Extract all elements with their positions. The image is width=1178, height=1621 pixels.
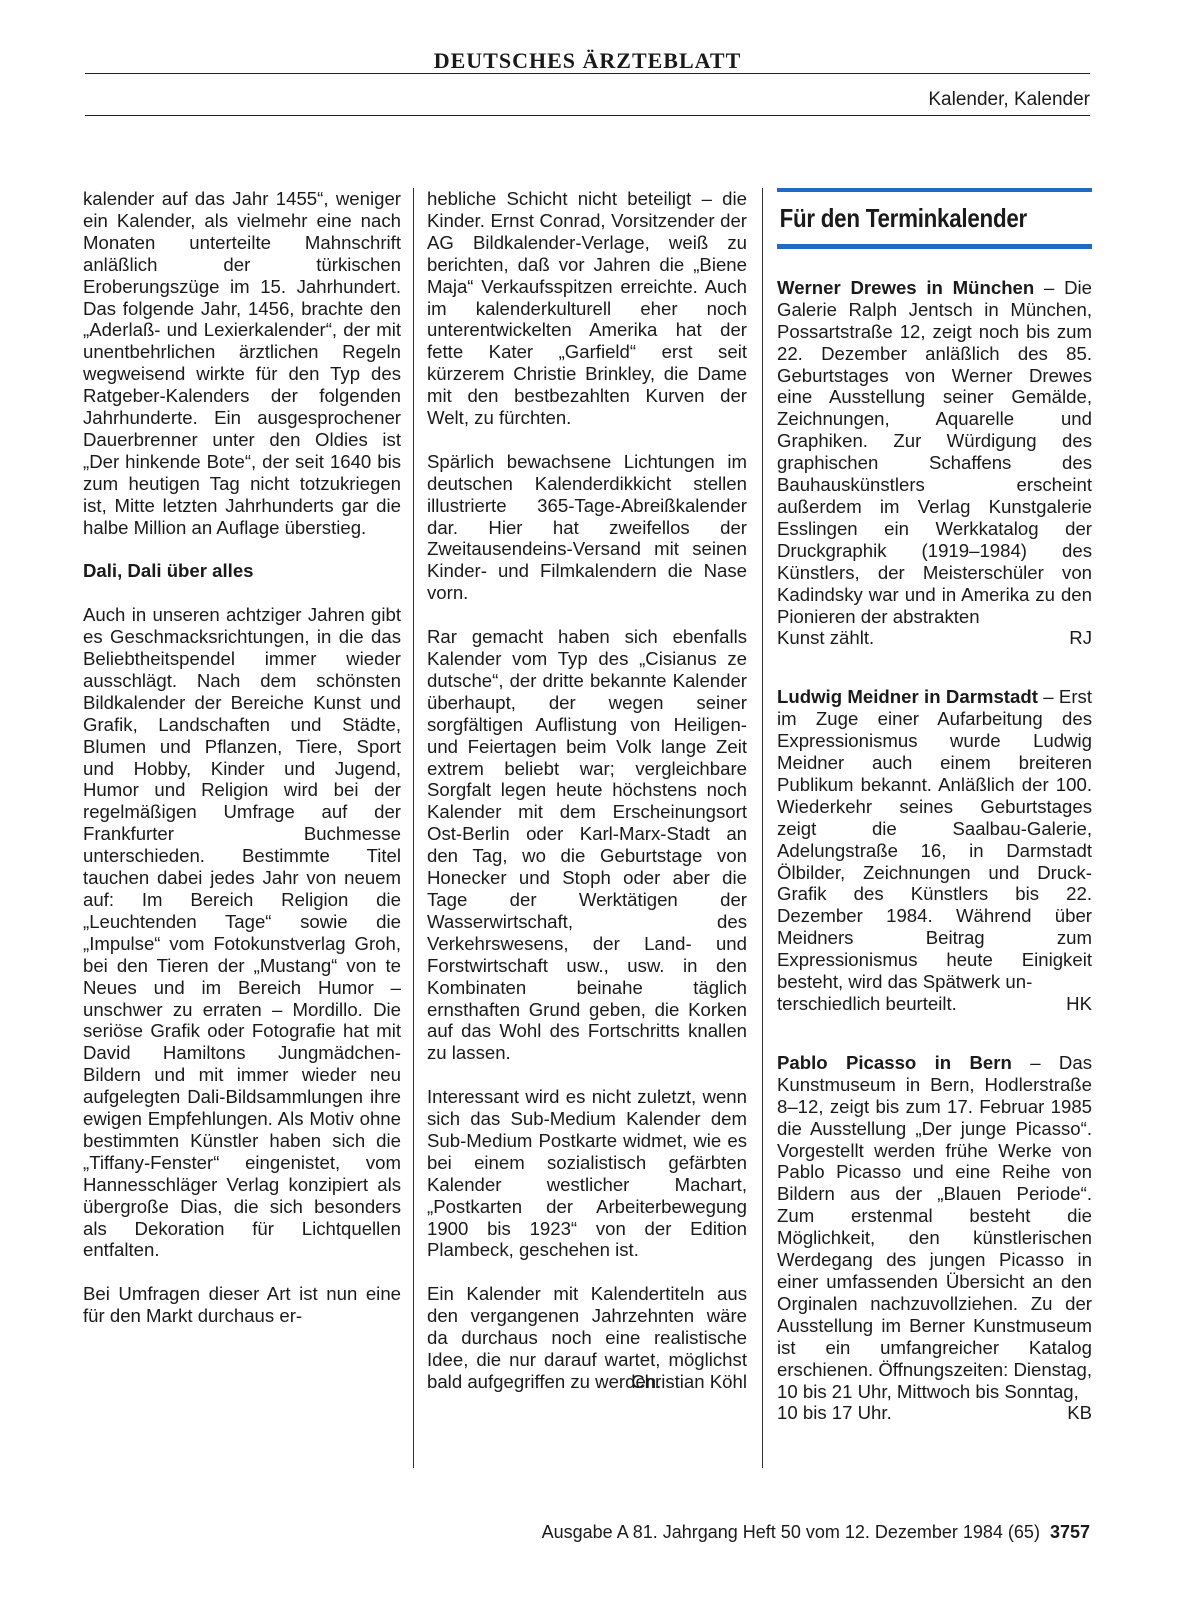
section-title: Kalender, Kalender xyxy=(928,89,1090,110)
masthead-rule xyxy=(85,73,1090,74)
event-initials: KB xyxy=(1067,1402,1092,1424)
masthead: DEUTSCHES ÄRZTEBLATT xyxy=(433,48,742,73)
paragraph: Interessant wird es nicht zuletzt, wenn sich das Sub-Medium Kalender dem Sub-Medium Postkarte widmet, wie es bei einem sozialistisch gefärbten Kalender westlicher Machart, „Postkarten der Arbeiterbewegung 1900 bis 1923“ von der Edition Plambeck, geschehen ist. xyxy=(427,1086,747,1261)
page-number: 3757 xyxy=(1049,1522,1090,1542)
paragraph: Ein Kalender mit Kalendertiteln aus den vergangenen Jahrzehnten wäre da durchaus noch eine realistische Idee, die nur darauf wartet, möglichst bald aufgegriffen zu werden. xyxy=(427,1283,747,1392)
event-item xyxy=(777,277,1092,649)
header-rule xyxy=(85,115,1090,116)
paragraph: Auch in unseren achtziger Jahren gibt es Geschmacksrichtungen, in die das Beliebtheitspendel immer wieder ausschlägt. Nach dem schönsten Bildkalender der Bereiche Kunst und Grafik, Landschaften und Städte, Blumen und Pflanzen, Tiere, Sport und Hobby, Kinder und Jugend, Humor und Religion wird bei der regelmäßigen Umfrage auf der Frankfurter Buchmesse unterschieden. Bestimmte Titel tauchen dabei jedes Jahr von neuem auf: Im Bereich Religion die „Leuchtenden Tage“ sowie die „Impulse“ vom Fotokunstverlag Groh, bei den Tieren der „Mustang“ von te Neues und im Bereich Humor – unschwer zu erraten – Mordillo. Die seriöse Grafik oder Fotografie hat mit David Hamiltons Jungmädchen-Bildern und mit immer wieder neu aufgelegten Dali-Bildsammlungen ihre ewigen Empfehlungen. Als Motiv ohne bestimmten Künstler haben sich die „Tiffany-Fenster“ eingenistet, vom Hannesschläger Verlag konzipiert als übergroße Dias, die sich besonders als Dekoration für Lichtquellen entfalten. xyxy=(83,604,401,1261)
sidebar-terminkalender xyxy=(777,188,1092,1424)
paragraph: Spärlich bewachsene Lichtungen im deutschen Kalenderdikkicht stellen illustrierte 365-Tage-Abreißkalender dar. Hier hat zweifellos der Zweitausendeins-Versand mit seinen Kinder- und Filmkalendern die Nase vorn. xyxy=(427,450,747,604)
event-lead: Pablo Picasso in Bern xyxy=(777,1051,1012,1073)
event-signature-row xyxy=(777,993,1092,1015)
author-name: Christian Köhl xyxy=(631,1370,747,1392)
event-text-end: Kunst zählt. xyxy=(777,627,875,649)
paragraph: kalender auf das Jahr 1455“, weniger ein Kalender, als vielmehr eine nach Monaten unterteilte Mahnschrift anläßlich der türkischen Eroberungszüge im 15. Jahrhundert. Das folgende Jahr, 1456, brachte den „Aderlaß- und Lexierkalender“, der mit unentbehrlichen ärztlichen Regeln wegweisend wirkte für den Typ des Ratgeber-Kalenders der folgenden Jahrhunderte. Ein ausgesprochener Dauerbrenner unter den Oldies ist „Der hinkende Bote“, der seit 1640 bis zum heutigen Tag nicht totzukriegen ist, Mitte letzten Jahrhunderts gar die halbe Million an Auflage überstieg. xyxy=(83,188,401,538)
page-footer xyxy=(85,1522,1090,1543)
event-text: – Erst im Zuge einer Aufarbeitung des Expressionismus wurde Ludwig Meidner auch einem breiteren Publikum bekannt. Anläßlich der 100. Wiederkehr seines Geburtstages zeigt die Saalbau-Galerie, Adelungstraße 16, in Darmstadt Ölbilder, Zeichnungen und Druck-Grafik des Künstlers bis 22. Dezember 1984. Während über Meidners Beitrag zum Expressionismus heute Einigkeit besteht, wird das Spätwerk un- xyxy=(777,686,1092,993)
event-initials: RJ xyxy=(1069,627,1092,649)
paragraph: Bei Umfragen dieser Art ist nun eine für den Markt durchaus er- xyxy=(83,1283,401,1327)
column-2 xyxy=(427,188,747,1393)
footer-issue-info: Ausgabe A 81. Jahrgang Heft 50 vom 12. Dezember 1984 (65) xyxy=(541,1522,1040,1542)
event-signature-row xyxy=(777,627,1092,649)
column-divider xyxy=(413,188,414,1468)
column-divider xyxy=(762,188,763,1468)
paragraph: hebliche Schicht nicht beteiligt – die Kinder. Ernst Conrad, Vorsitzender der AG Bildkalender-Verlage, weiß zu berichten, daß vor Jahren die „Biene Maja“ Verkaufsspitzen erreichte. Auch im kalenderkulturell eher noch unterentwickelten Amerika hat der fette Kater „Garfield“ erst seit kürzerem Christie Brinkley, die Dame mit den bestbezahlten Kurven der Welt, zu fürchten. xyxy=(427,188,747,429)
event-signature-row xyxy=(777,1402,1092,1424)
event-text: – Die Galerie Ralph Jentsch in München, Possartstraße 12, zeigt noch bis zum 22. Dezember anläßlich des 85. Geburtstages von Werner Drewes eine Ausstellung seiner Gemälde, Zeichnungen, Aquarelle und Graphiken. Zur Würdigung des graphischen Schaffens des Bauhauskünstlers erscheint außerdem im Verlag Kunstgalerie Esslingen ein Werkkatalog der Druckgraphik (1919–1984) des Künstlers, der Meisterschüler von Kadindsky war und in Amerika zu den Pionieren der abstrakten xyxy=(777,276,1093,627)
paragraph: Rar gemacht haben sich ebenfalls Kalender vom Typ des „Cisianus ze dutsche“, der dritte bekannte Kalender überhaupt, der wegen seiner sorgfältigen Auflistung von Heiligen- und Feiertagen beim Volk lange Zeit extrem beliebt war; vergleichbare Sorgfalt legen heute höchstens noch Kalender mit dem Erscheinungsort Ost-Berlin oder Karl-Marx-Stadt an den Tag, wo die Geburtstage von Honecker und Stoph oder aber die Tage der Werktätigen der Wasserwirtschaft, des Verkehrswesens, der Land- und Forstwirtschaft usw., usw. in den Kombinaten beinahe täglich ernsthaften Grund geben, die Korken auf das Wohl des Fortschritts knallen zu lassen. xyxy=(427,626,747,1064)
event-item xyxy=(777,1052,1092,1424)
subheading: Dali, Dali über alles xyxy=(83,560,254,582)
event-lead: Ludwig Meidner in Darmstadt xyxy=(777,686,1038,708)
event-item xyxy=(777,686,1092,1015)
event-text-end: 10 bis 17 Uhr. xyxy=(777,1402,892,1424)
event-text-end: terschiedlich beurteilt. xyxy=(777,993,957,1014)
event-initials: HK xyxy=(1066,993,1092,1014)
event-lead: Werner Drewes in München xyxy=(777,276,1035,298)
sidebar-title: Für den Terminkalender xyxy=(779,203,1027,233)
column-1 xyxy=(83,188,401,1327)
event-text: – Das Kunstmuseum in Bern, Hodlerstraße 8–12, zeigt bis zum 17. Februar 1985 die Ausstellung „Der junge Picasso“. Vorgestellt werden frühe Werke von Pablo Picasso und eine Reihe von Bildern aus der „Blauen Periode“. Zum erstenmal besteht die Möglichkeit, den künstlerischen Werdegang des jungen Picasso in einer umfassenden Übersicht an den Orginalen nachzuvollziehen. Zu der Ausstellung im Berner Kunstmuseum ist ein umfangreicher Katalog erschienen. Öffnungszeiten: Dienstag, 10 bis 21 Uhr, Mittwoch bis Sonntag, xyxy=(777,1051,1092,1402)
